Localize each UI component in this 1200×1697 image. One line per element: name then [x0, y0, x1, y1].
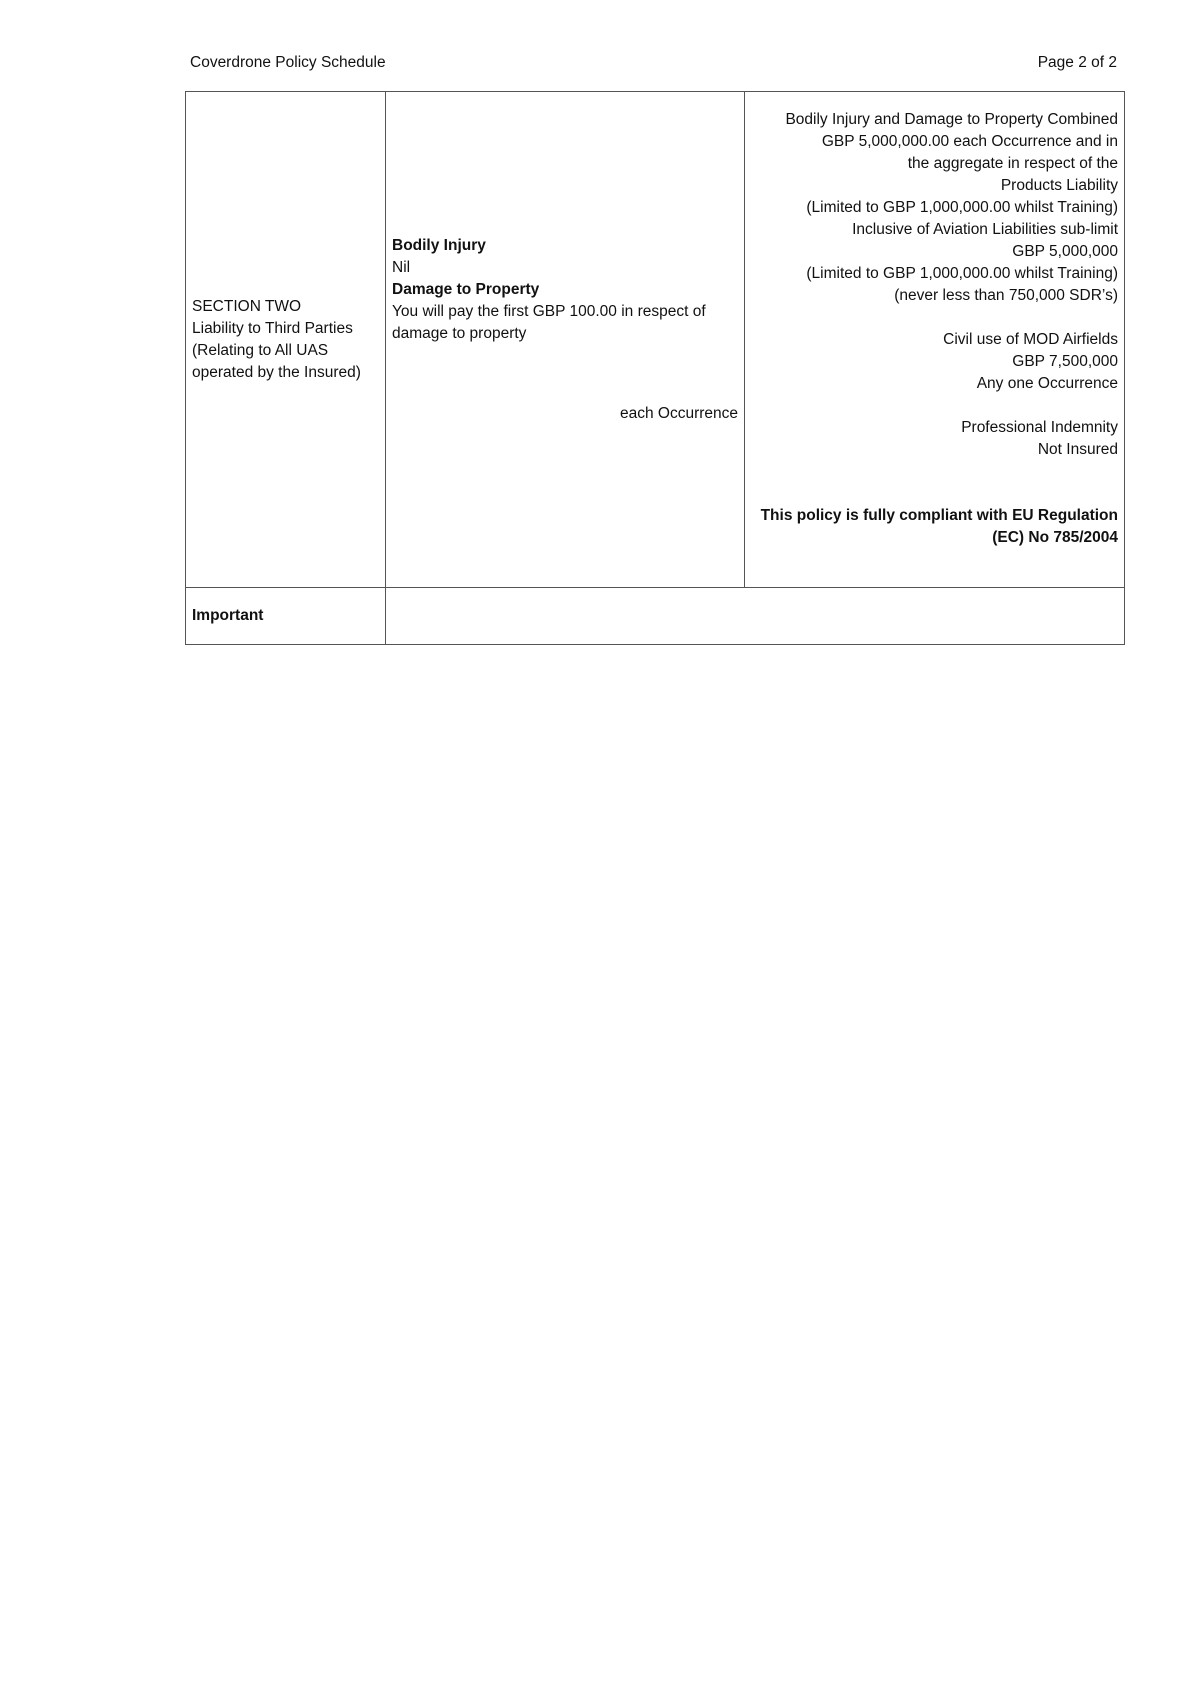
professional-indemnity-line: Not Insured: [1037, 441, 1118, 458]
limit-line: (Limited to GBP 1,000,000.00 whilst Training): [806, 199, 1118, 216]
important-value: [386, 588, 1125, 645]
limit-line: GBP 5,000,000.00 each Occurrence and in: [821, 133, 1118, 150]
important-label: Important: [186, 588, 386, 645]
bodily-injury-value: Nil: [392, 259, 411, 276]
section-label-line: Liability to Third Parties: [192, 319, 353, 337]
mod-airfields-line: Any one Occurrence: [976, 375, 1118, 392]
important-row: [186, 588, 1125, 645]
compliance-statement-line: (EC) No 785/2004: [992, 529, 1118, 546]
damage-to-property-heading: Damage to Property: [392, 281, 540, 298]
damage-to-property-value: You will pay the first GBP 100.00 in respect of damage to property: [392, 303, 706, 342]
limit-line: (never less than 750,000 SDR’s): [894, 287, 1118, 304]
professional-indemnity-line: Professional Indemnity: [961, 419, 1118, 436]
section-two-label-cell: [186, 92, 386, 588]
limit-line: GBP 5,000,000: [1012, 243, 1118, 260]
limits-cell: [745, 92, 1125, 588]
excess-cell: [386, 92, 745, 588]
limit-line: (Limited to GBP 1,000,000.00 whilst Training): [806, 265, 1118, 282]
compliance-statement-line: This policy is fully compliant with EU Regulation: [760, 507, 1118, 524]
limit-line: Bodily Injury and Damage to Property Combined: [785, 111, 1118, 128]
mod-airfields-line: GBP 7,500,000: [1012, 353, 1118, 370]
bodily-injury-heading: Bodily Injury: [392, 237, 486, 254]
document-title: Coverdrone Policy Schedule: [190, 54, 386, 71]
page-number: Page 2 of 2: [1037, 54, 1117, 71]
section-label-line: (Relating to All UAS: [192, 341, 329, 359]
limit-line: the aggregate in respect of the: [907, 155, 1118, 172]
section-two-row: [186, 92, 1125, 588]
limit-line: Inclusive of Aviation Liabilities sub-limit: [852, 221, 1118, 238]
limit-line: Products Liability: [1000, 177, 1118, 194]
section-label-line: operated by the Insured): [192, 363, 361, 381]
section-label-line: SECTION TWO: [192, 297, 302, 315]
mod-airfields-line: Civil use of MOD Airfields: [943, 331, 1118, 348]
each-occurrence-label: each Occurrence: [619, 405, 738, 422]
schedule-table: [185, 91, 1125, 645]
